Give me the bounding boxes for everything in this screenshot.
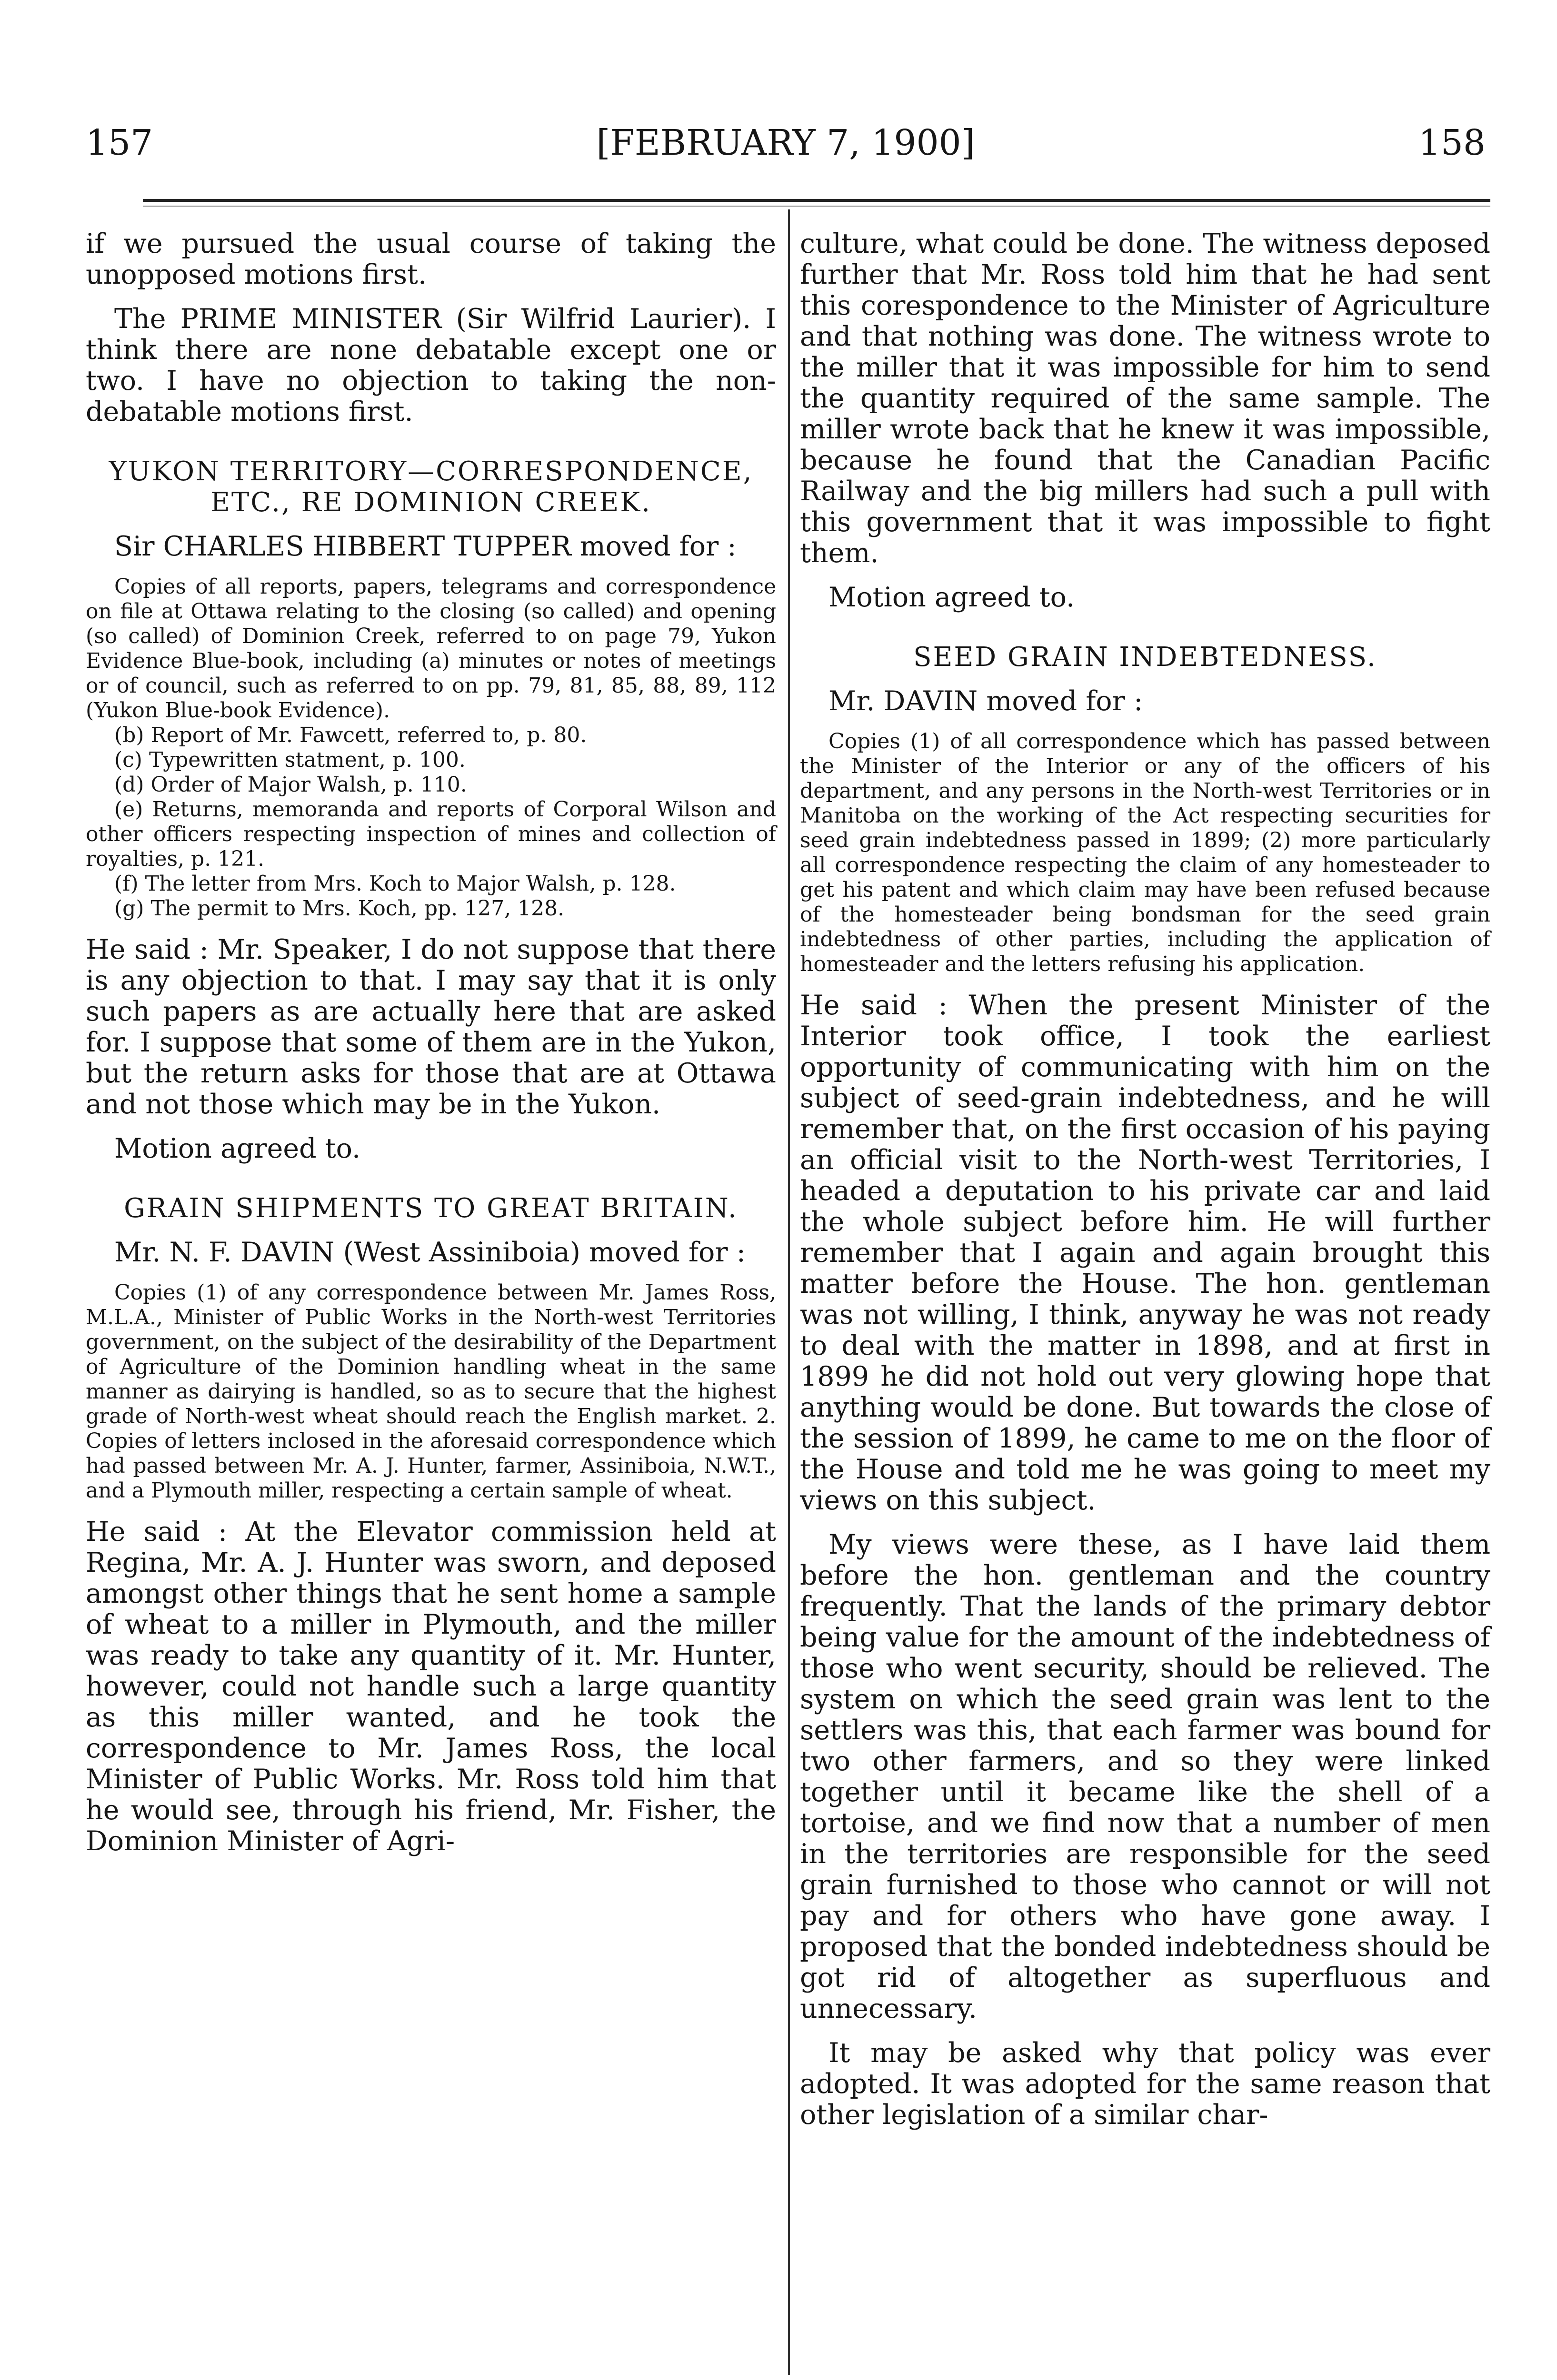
section-heading: YUKON TERRITORY—CORRESPONDENCE, ETC., RE DOMINION CREEK. <box>109 456 753 518</box>
motion-item: Copies of all reports, papers, telegrams and correspondence on file at Ottawa relating to the closing (so called) and opening (so called) of Dominion Creek, referred to on page 79, Yukon Evidence Blue-book, including (a) minutes or notes of meetings or of council, such as referred to on pp. 79, 81, 85, 88, 89, 112 (Yukon Blue-book Evidence). <box>86 575 776 723</box>
motion-item: Copies (1) of all correspondence which has passed between the Minister of the Interior or any of the officers of his department, and any persons in the North-west Territories or in Manitoba on the working of the Act respecting securities for seed grain indebtedness passed in 1899; (2) more particularly all correspondence respecting the claim of any homesteader to get his patent and which claim may have been refused because of the homesteader being bondsman for the seed grain indebtedness of other parties, including the application of homesteader and the letters refusing his application. <box>800 729 1490 976</box>
header-rule-thin <box>143 206 1490 207</box>
right-column <box>800 228 1490 2131</box>
motion-text <box>86 1280 776 1503</box>
page-number-left: 157 <box>86 122 153 163</box>
paragraph: culture, what could be done. The witness deposed further that Mr. Ross told him that he had sent this corespondence to the Minister of Agriculture and that nothing was done. The witness wrote to the miller that it was impossible for him to send the quantity required of the same sample. The miller wrote back that he knew it was impossible, because he found that the Canadian Pacific Railway and the big millers had such a pull with this government that it was impossible to fight them. <box>800 228 1490 569</box>
paragraph: He said : When the present Minister of the Interior took office, I took the earliest opportunity of communicating with him on the subject of seed-grain indebtedness, and he will remember that, on the first occasion of his paying an official visit to the North-west Territories, I headed a deputation to his private car and laid the whole subject before him. He will further remember that I again and again brought this matter before the House. The hon. gentleman was not willing, I think, anyway he was not ready to deal with the matter in 1898, and at first in 1899 he did not hold out very glowing hope that anything would be done. But towards the close of the session of 1899, he came to me on the floor of the House and told me he was going to meet my views on this subject. <box>800 990 1490 1516</box>
page-header <box>86 117 1486 169</box>
section-heading: SEED GRAIN INDEBTEDNESS. <box>913 642 1377 673</box>
left-column <box>86 228 776 1857</box>
header-rule <box>143 199 1490 202</box>
motion-text <box>86 575 776 921</box>
paragraph: He said : Mr. Speaker, I do not suppose that there is any objection to that. I may say that it is only such papers as are actually here that are asked for. I suppose that some of them are in the Yukon, but the return asks for those that are at Ottawa and not those which may be in the Yukon. <box>86 934 776 1120</box>
paragraph: My views were these, as I have laid them before the hon. gentleman and the country frequently. That the lands of the primary debtor being value for the amount of the indebtedness of those who went security, should be relieved. The system on which the seed grain was lent to the settlers was this, that each farmer was bound for two other farmers, and so they were linked together until it became like the shell of a tortoise, and we find now that a number of men in the territories are responsible for the seed grain furnished to those who cannot or will not pay and for others who have gone away. I proposed that the bonded indebtedness should be got rid of altogether as superfluous and unnecessary. <box>800 1529 1490 2024</box>
motion-item: (g) The permit to Mrs. Koch, pp. 127, 128. <box>114 896 565 921</box>
motion-item: Copies (1) of any correspondence between Mr. James Ross, M.L.A., Minister of Public Works in the North-west Territories government, on the subject of the desirability of the Department of Agriculture of the Dominion handling wheat in the same manner as dairying is handled, so as to secure that the highest grade of North-west wheat should reach the English market. 2. Copies of letters inclosed in the aforesaid correspondence which had passed between Mr. A. J. Hunter, farmer, Assiniboia, N.W.T., and a Plymouth miller, respecting a certain sample of wheat. <box>86 1280 776 1503</box>
motion-item: (d) Order of Major Walsh, p. 110. <box>114 773 467 797</box>
paragraph: Mr. DAVIN moved for : <box>828 685 1143 717</box>
paragraph: Motion agreed to. <box>828 582 1075 613</box>
paragraph: He said : At the Elevator commission held at Regina, Mr. A. J. Hunter was sworn, and deposed amongst other things that he sent home a sample of wheat to a miller in Plymouth, and the miller was ready to take any quantity of it. Mr. Hunter, however, could not handle such a large quantity as this miller wanted, and he took the correspondence to Mr. James Ross, the local Minister of Public Works. Mr. Ross told him that he would see, through his friend, Mr. Fisher, the Dominion Minister of Agri- <box>86 1516 776 1857</box>
column-divider <box>788 209 790 2375</box>
paragraph: Sir CHARLES HIBBERT TUPPER moved for : <box>114 531 737 562</box>
motion-item: (b) Report of Mr. Fawcett, referred to, p. 80. <box>114 723 587 747</box>
paragraph: The PRIME MINISTER (Sir Wilfrid Laurier). I think there are none debatable except one or two. I have no objection to taking the non-debatable motions first. <box>86 303 776 427</box>
motion-item: (e) Returns, memoranda and reports of Corporal Wilson and other officers respecting inspection of mines and collection of royalties, p. 121. <box>86 797 776 871</box>
motion-item: (f) The letter from Mrs. Koch to Major Walsh, p. 128. <box>114 872 676 896</box>
paragraph: Mr. N. F. DAVIN (West Assiniboia) moved for : <box>114 1237 746 1268</box>
page-title-date: [FEBRUARY 7, 1900] <box>596 122 975 163</box>
paragraph: It may be asked why that policy was ever adopted. It was adopted for the same reason that other legislation of a similar char- <box>800 2037 1490 2131</box>
motion-item: (c) Typewritten statment, p. 100. <box>114 748 466 772</box>
paragraph: if we pursued the usual course of taking the unopposed motions first. <box>86 228 776 290</box>
page-number-right: 158 <box>1418 122 1486 163</box>
section-heading: GRAIN SHIPMENTS TO GREAT BRITAIN. <box>124 1193 738 1224</box>
paragraph: Motion agreed to. <box>114 1133 361 1164</box>
motion-text <box>800 729 1490 977</box>
